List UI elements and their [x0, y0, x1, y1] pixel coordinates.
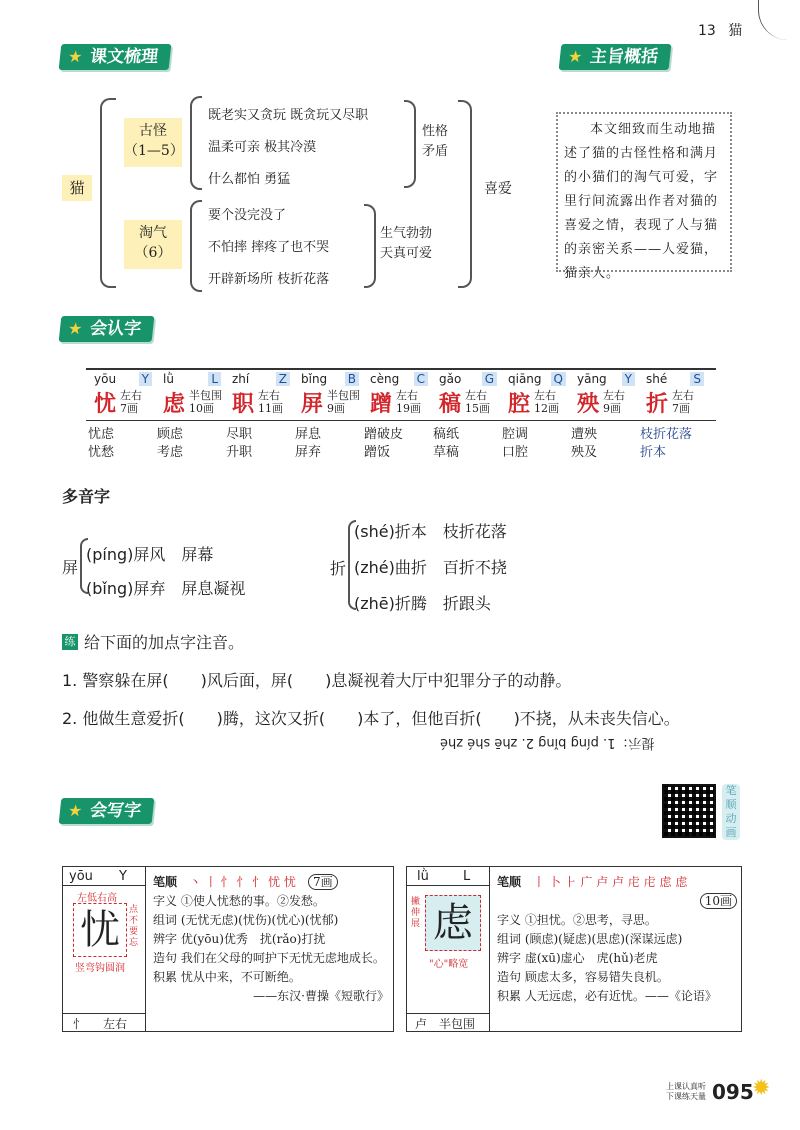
- recognize-structure: 左右 7画: [120, 389, 142, 415]
- recognize-structure: 左右 19画: [396, 389, 421, 415]
- recognize-char: 职: [232, 391, 255, 417]
- card1-radical: 忄: [73, 1017, 86, 1031]
- card2-char: 虑: [425, 895, 481, 951]
- section-lesson-outline: ★ 课文梳理: [59, 44, 172, 70]
- recognize-pinyin: gǎo: [439, 372, 462, 386]
- star-icon: ★: [567, 47, 584, 66]
- recognize-pinyin: yāng: [577, 372, 607, 386]
- card2-body: 笔顺 丨 卜 ⺊ 广 卢 卢 虍 虍 虑 虑 10画 字义 ①担忧。②思考，寻思。 组词 (顾虑)(疑虑)(思虑)(深谋远虑) 辨字 虚(xū)虚心 虎(hǔ)老虎 造句 顾虑太多，容易错失良机。 积累 人无远虑，必有近忧。——《论语》: [497, 873, 737, 1006]
- page-header: [698, 20, 742, 40]
- write-card-lv: [406, 866, 742, 1032]
- qr-code-icon[interactable]: [662, 784, 716, 838]
- recognize-structure: 左右 7画: [672, 389, 694, 415]
- recognize-letter: Y: [139, 372, 152, 386]
- card1-bottom-hint: 竖弯钩圆润: [75, 963, 125, 974]
- card2-letter: L: [463, 869, 471, 884]
- card2-struct: 半包围: [439, 1017, 476, 1031]
- group1-trait: 性格 矛盾: [422, 124, 449, 159]
- header-title: 猫: [728, 23, 743, 39]
- exercise-q1: 1. 警察躲在屏( )风后面，屏( )息凝视着大厅中犯罪分子的动静。: [62, 671, 572, 690]
- recognize-char: 折: [646, 391, 669, 417]
- header-page-no: 13: [698, 23, 716, 39]
- exercise-q2: 2. 他做生意爱折( )腾，这次又折( )本了，但他百折( )不挠，从未丧失信心。: [62, 709, 680, 728]
- exercise-tag: 练: [62, 634, 78, 650]
- card1-struct: 左右: [103, 1017, 128, 1031]
- poly-ping-char: 屏: [62, 558, 79, 577]
- card1-left: [63, 867, 146, 1031]
- card1-letter: Y: [119, 869, 127, 884]
- trait1-brace: [404, 100, 416, 188]
- write-card-you: [62, 866, 394, 1032]
- star-icon: ★: [67, 47, 84, 66]
- recognize-letter: Y: [622, 372, 635, 386]
- card1-char: 忧: [73, 903, 127, 957]
- recognize-words: 枝折花落 折本: [640, 427, 693, 460]
- recognize-pinyin: yōu: [94, 372, 117, 386]
- card2-radical: 卢: [415, 1017, 428, 1031]
- recognize-structure: 半包围 10画: [189, 389, 222, 415]
- recognize-char: 忧: [94, 391, 117, 417]
- outline-root: 猫: [62, 175, 92, 201]
- recognize-structure: 半包围 9画: [327, 389, 360, 415]
- card1-body: 笔顺 丶 丨 忄 忄 忄 忧 忧 7画 字义 ①使人忧愁的事。②发愁。 组词 (无忧无虑)(忧伤)(忧心)(忧郁) 辨字 优(yōu)优秀 扰(rǎo)打扰 造句 我们在父母的呵护下无忧无虑地成长。 积累 忧从中来，不可断绝。 ——东汉·曹操《短歌行》: [153, 875, 389, 1003]
- card1-top-hint: 左低右高: [77, 893, 117, 904]
- recognize-letter: B: [345, 372, 359, 386]
- conclusion-brace: [458, 100, 472, 288]
- recognize-structure: 左右 15画: [465, 389, 490, 415]
- sun-icon: ✹: [752, 1076, 771, 1101]
- recognize-char: 殃: [577, 391, 600, 417]
- section-write: ★ 会写字: [59, 798, 155, 824]
- recognize-structure: 左右 9画: [603, 389, 625, 415]
- footer-slogan: 上课认真听 下课练天量: [666, 1082, 706, 1101]
- recognize-letter: Z: [276, 372, 290, 386]
- star-icon: ★: [67, 319, 84, 338]
- trait2-brace: [364, 204, 376, 288]
- section-recognize: ★ 会认字: [59, 316, 155, 342]
- recognize-char: 蹭: [370, 391, 393, 417]
- card1-side-hint: 点不要忘: [129, 905, 139, 948]
- recognize-words: 蹭破皮 蹭饭: [364, 427, 404, 460]
- recognize-char: 稿: [439, 391, 462, 417]
- group2-lines: 要个没完没了 不怕摔 摔疼了也不哭 开辟新场所 枝折花落: [208, 208, 330, 287]
- card1-pinyin: yōu: [69, 869, 93, 884]
- recognize-words: 顾虑 考虑: [157, 427, 184, 460]
- recognize-pinyin: cèng: [370, 372, 400, 386]
- card2-side-hint: 撇伸展: [411, 897, 421, 929]
- card2-pinyin: lǜ: [417, 869, 429, 884]
- recognize-pinyin: zhí: [232, 372, 250, 386]
- outline-group2: 淘气 （6）: [124, 220, 182, 269]
- recognize-letter: S: [690, 372, 704, 386]
- corner-curve: [758, 0, 799, 40]
- outline-group1: 古怪 （1—5）: [124, 118, 182, 167]
- table-top-rule: [86, 368, 716, 370]
- recognize-cell: [573, 372, 643, 420]
- recognize-words: 腔调 口腔: [502, 427, 529, 460]
- outline-conclusion: 喜爱: [484, 181, 512, 197]
- group1-brace: [190, 96, 202, 190]
- recognize-pinyin: bǐng: [301, 372, 328, 386]
- recognize-words: 稿纸 草稿: [433, 427, 460, 460]
- recognize-cell: [435, 372, 505, 420]
- recognize-letter: L: [208, 372, 221, 386]
- group2-brace: [190, 200, 202, 292]
- outline-brace: [100, 98, 116, 288]
- recognize-cell: [642, 372, 712, 420]
- polyphone-title: 多音字: [62, 487, 111, 506]
- recognize-char: 屏: [301, 391, 324, 417]
- recognize-cell: [366, 372, 436, 420]
- recognize-char: 虑: [163, 391, 186, 417]
- recognize-pinyin: lǜ: [163, 372, 174, 386]
- footer-page-number: 095: [712, 1080, 754, 1104]
- group1-lines: 既老实又贪玩 既贪玩又尽职 温柔可亲 极其冷漠 什么都怕 勇猛: [208, 108, 369, 187]
- main-idea-text: 本文细致而生动地描述了猫的古怪性格和满月的小猫们的淘气可爱，字里行间流露出作者对猫的喜爱之情，表现了人与猫的亲密关系——人爱猫，猫亲人。: [556, 112, 732, 272]
- recognize-letter: C: [414, 372, 428, 386]
- recognize-letter: G: [482, 372, 497, 386]
- section-main-idea: ★ 主旨概括: [559, 44, 672, 70]
- poly-zhe-readings: (shé)折本 枝折花落 (zhé)曲折 百折不挠 (zhē)折腾 折跟头: [354, 522, 507, 613]
- recognize-structure: 左右 12画: [534, 389, 559, 415]
- poly-zhe-char: 折: [330, 559, 347, 578]
- exercise-answer: 提示：1. píng bǐng 2. zhē shé zhé: [440, 735, 655, 750]
- exercise-prompt: 给下面的加点字注音。: [84, 633, 245, 652]
- recognize-char: 腔: [508, 391, 531, 417]
- recognize-pinyin: qiāng: [508, 372, 542, 386]
- recognize-letter: Q: [551, 372, 566, 386]
- recognize-cell: [90, 372, 160, 420]
- group2-trait: 生气勃勃 天真可爱: [380, 226, 433, 261]
- card2-left: [407, 867, 490, 1031]
- card2-bottom-hint: "心"略宽: [429, 959, 469, 970]
- recognize-words: 遭殃 殃及: [571, 427, 598, 460]
- recognize-cell: [297, 372, 367, 420]
- recognize-words: 忧虑 忧愁: [88, 427, 115, 460]
- recognize-cell: [504, 372, 574, 420]
- poly-ping-readings: (píng)屏风 屏幕 (bǐng)屏弃 屏息凝视: [86, 545, 246, 598]
- recognize-words: 屏息 屏弃: [295, 427, 322, 460]
- table-bottom-rule: [86, 420, 716, 421]
- recognize-cell: [159, 372, 229, 420]
- video-tag: 笔顺动画: [722, 784, 740, 840]
- recognize-structure: 左右 11画: [258, 389, 283, 415]
- recognize-pinyin: shé: [646, 372, 668, 386]
- recognize-words: 尽职 升职: [226, 427, 253, 460]
- recognize-cell: [228, 372, 298, 420]
- star-icon: ★: [67, 801, 84, 820]
